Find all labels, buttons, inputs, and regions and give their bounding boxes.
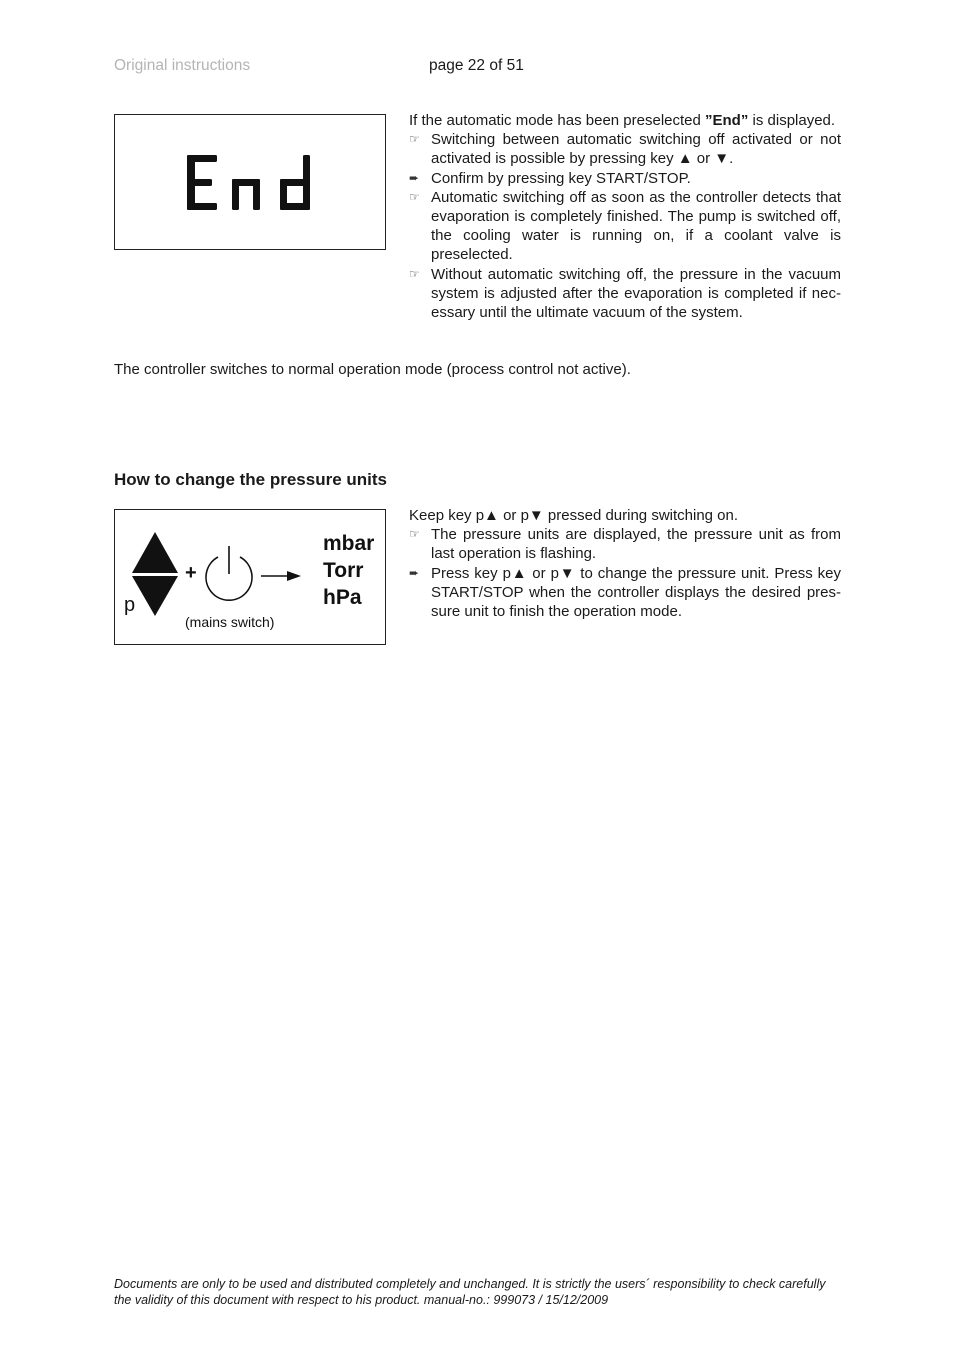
- footer-disclaimer: [114, 1277, 854, 1308]
- section-title: How to change the pressure units: [114, 470, 387, 489]
- footer-line: Documents are only to be used and distributed completely and unchanged. It is strictly the users´ responsibility to check carefully: [114, 1277, 826, 1291]
- end-keyword: ”End”: [705, 112, 749, 129]
- up-triangle-icon: [132, 532, 178, 573]
- hand-pointing-icon: ☞: [409, 266, 420, 281]
- list-item: ☞ Automatic switching off as soon as the controller detects that evaporation is completely finished. The pump is switched off, the cooling water is running on, if a coolant valve is preselected.: [409, 188, 841, 264]
- lcd-display-figure: [114, 114, 386, 250]
- list-item: ➨ Press key p▲ or p▼ to change the pressure unit. Press key START/STOP when the controller displays the desired pres-sure unit to finish the operation mode.: [409, 564, 841, 621]
- unit-torr: Torr: [323, 559, 364, 582]
- list-item: ☞ Without automatic switching off, the pressure in the vacuum system is adjusted after the evaporation is completed if nec-essary until the ultimate vacuum of the system.: [409, 265, 841, 322]
- pressure-units-intro: Keep key p▲ or p▼ pressed during switching on.: [409, 507, 739, 524]
- footer-line: the validity of this document with respect to his product. manual-no.: 999073 / 15/12/2009: [114, 1292, 609, 1307]
- key-p-label: p: [124, 594, 136, 616]
- power-icon: [206, 546, 252, 600]
- list-item: ➨ Confirm by pressing key START/STOP.: [409, 169, 691, 187]
- pressure-units-instructions: [409, 506, 841, 621]
- list-item: ☞ Switching between automatic switching off activated or not activated is possible by pressing key ▲ or ▼.: [409, 131, 841, 168]
- hand-pointing-icon: ☞: [409, 189, 420, 204]
- end-mode-intro: If the automatic mode has been preselected ”End” is displayed.: [409, 112, 836, 129]
- lcd-end-segments: [115, 115, 385, 249]
- plus-sign: +: [185, 562, 197, 584]
- pressure-units-figure: [114, 509, 386, 645]
- normal-mode-paragraph: The controller switches to normal operation mode (process control not active).: [114, 361, 631, 378]
- unit-mbar: mbar: [323, 532, 375, 555]
- hand-pointing-icon: ☞: [409, 132, 420, 147]
- unit-hpa: hPa: [323, 586, 362, 609]
- pressure-unit-list: [323, 530, 374, 611]
- hand-pointing-icon: ☞: [409, 527, 420, 542]
- header-document-label: Original instructions: [114, 57, 251, 74]
- arrow-right-icon: ➨: [409, 170, 420, 185]
- down-triangle-icon: [132, 576, 178, 616]
- mains-switch-caption: (mains switch): [185, 614, 275, 630]
- arrow-right-icon: ➨: [409, 565, 420, 580]
- arrow-right-icon: [261, 571, 301, 581]
- list-item: ☞ The pressure units are displayed, the pressure unit as from last operation is flashing.: [409, 526, 841, 563]
- end-mode-instructions: [409, 111, 841, 322]
- page-number: page 22 of 51: [429, 57, 524, 74]
